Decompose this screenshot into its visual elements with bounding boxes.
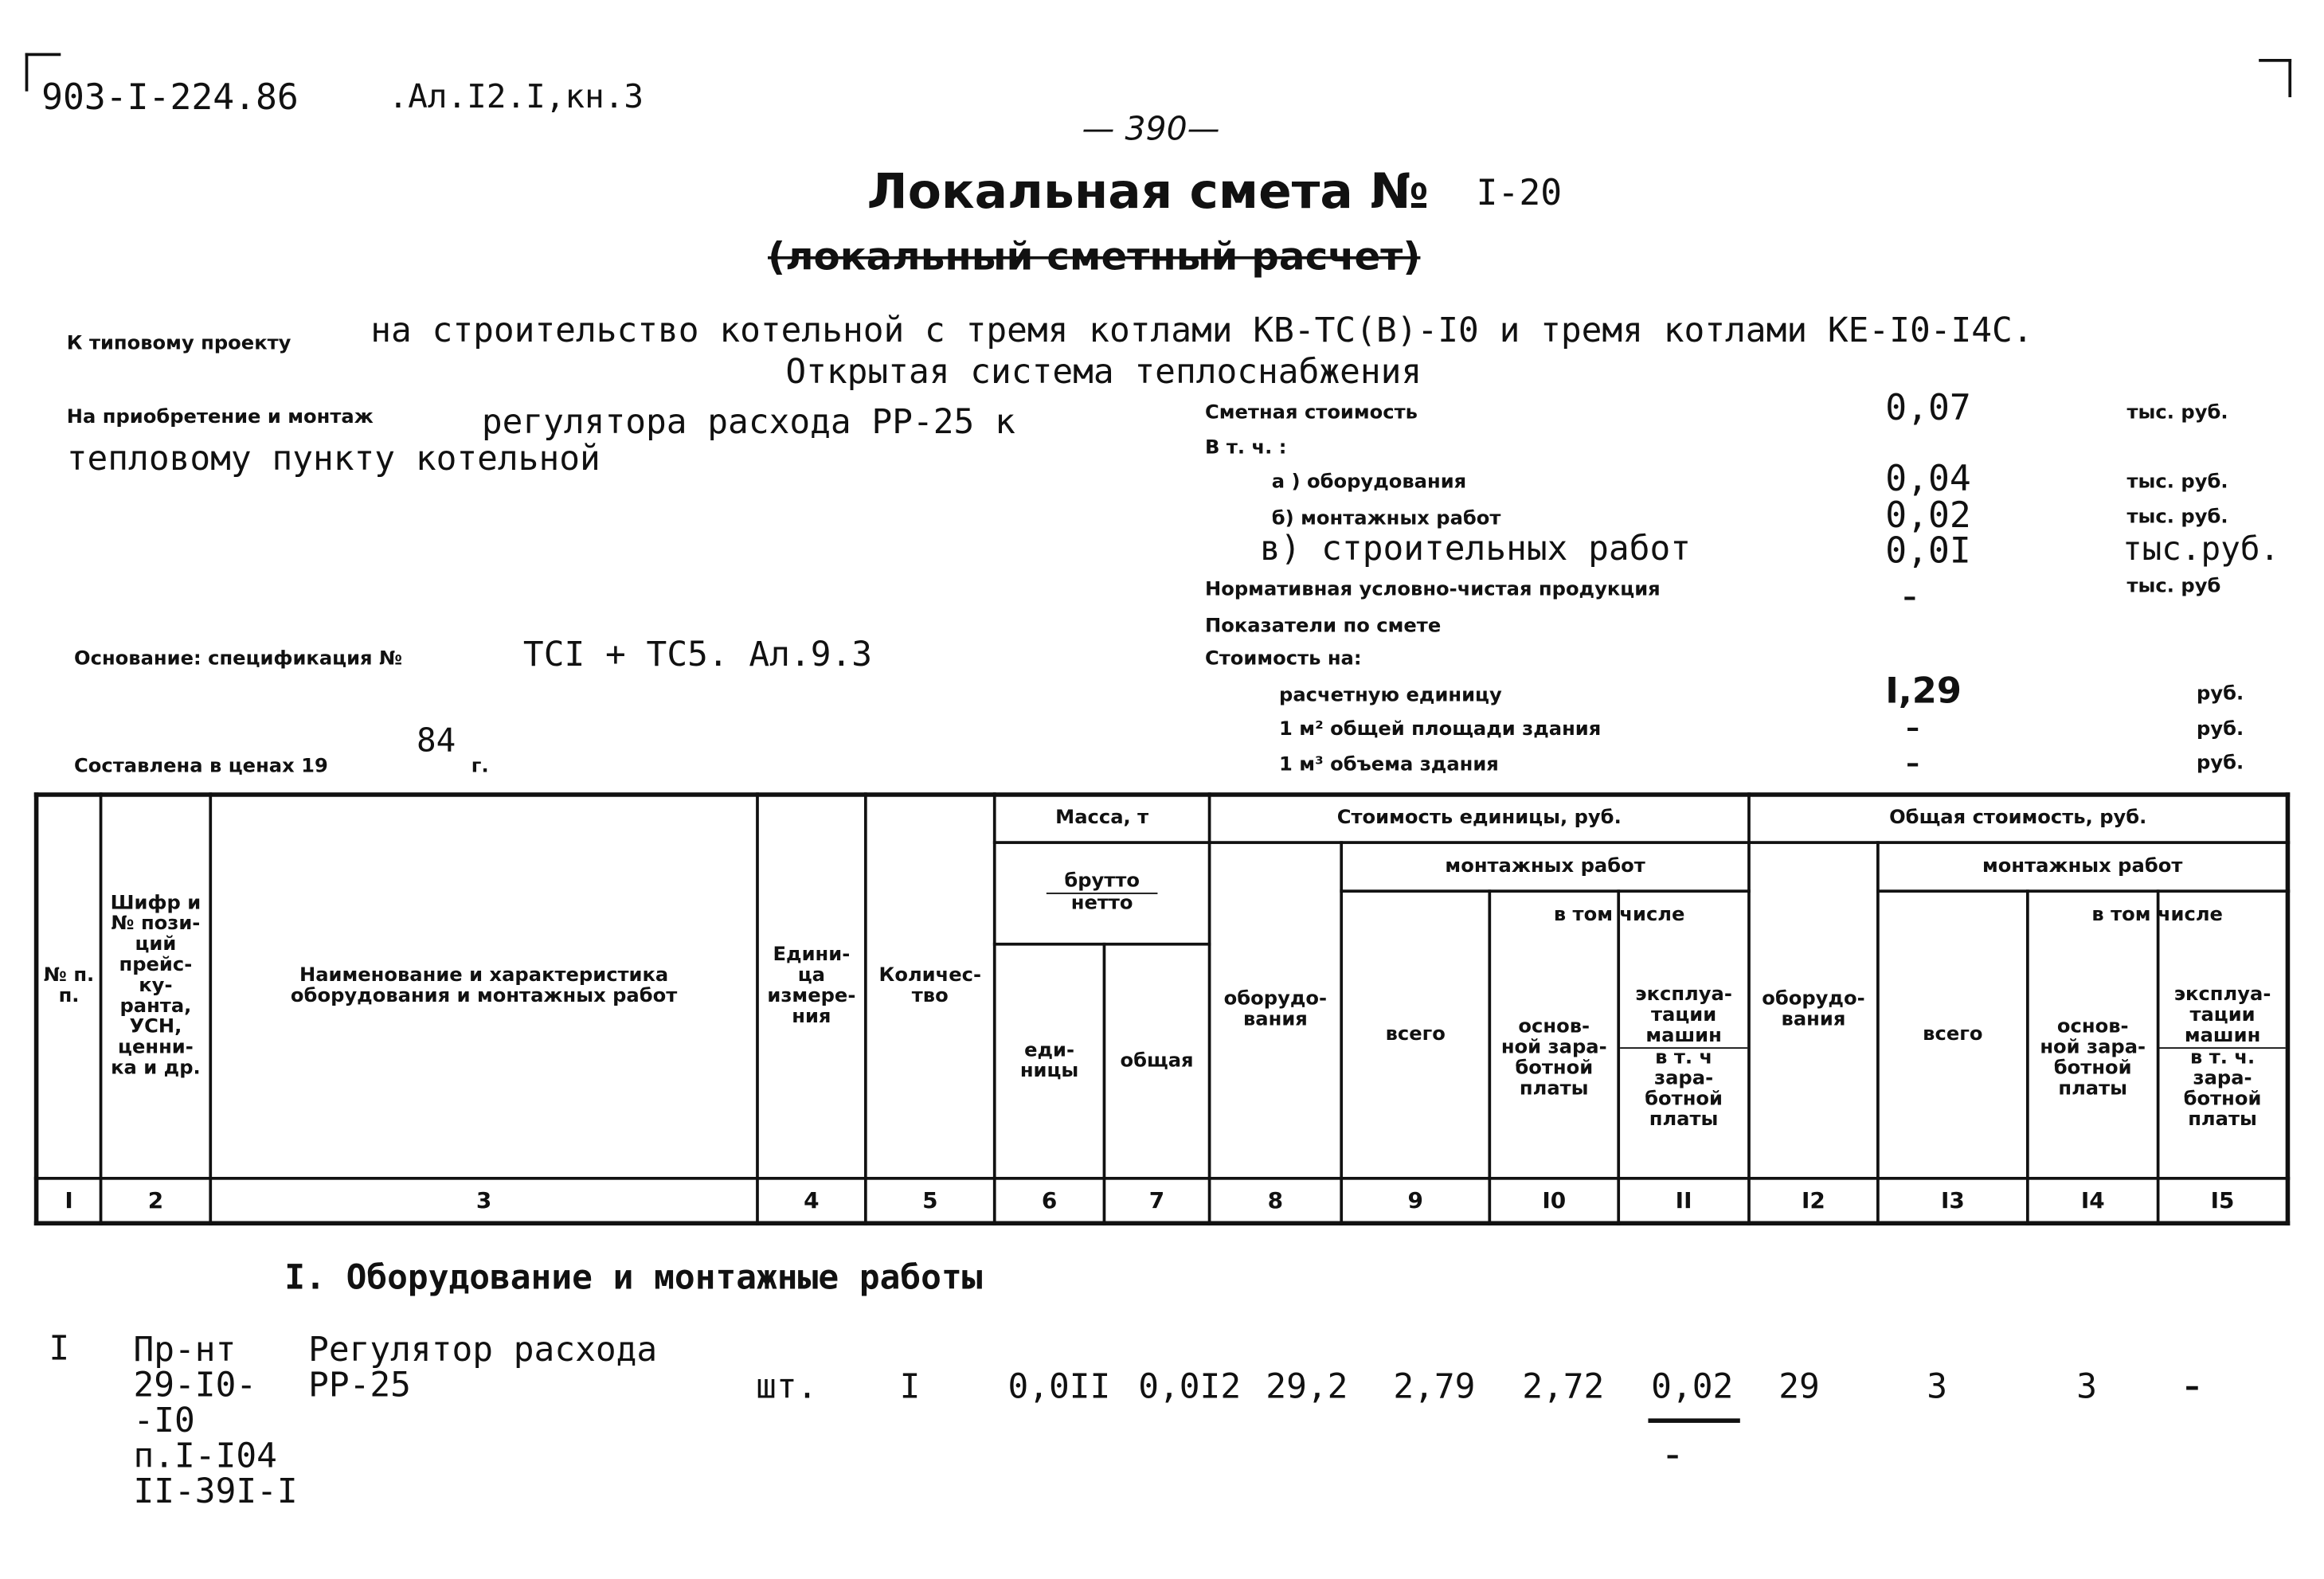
per-unit-label: расчетную единицу <box>1279 685 1502 707</box>
col-number: 6 <box>1041 1186 1058 1214</box>
col-number: 8 <box>1267 1186 1284 1214</box>
incl-label: В т. ч. : <box>1204 437 1287 460</box>
col-header-unit: Едини-ца измере-ния <box>767 944 856 1029</box>
norm-production-value: – <box>1903 581 1917 613</box>
compiled-label: Составлена в ценах 19 <box>74 755 328 778</box>
estimate-table-header <box>34 792 2290 1225</box>
col-header-total-cost: Общая стоимость, руб. <box>1889 807 2147 830</box>
col-header-qty: Количес-тво <box>878 964 982 1008</box>
machines-label: эксплуа-тации машин <box>2159 986 2285 1049</box>
col-header-machines-total <box>2159 940 2285 1177</box>
section-title: I. Оборудование и монтажные работы <box>284 1259 983 1298</box>
corner-mark-top-right <box>2259 59 2291 97</box>
col-header-machines-unit <box>1620 940 1747 1177</box>
row-equip-unit: 29,2 <box>1266 1368 1348 1407</box>
row-name <box>308 1333 657 1404</box>
row-name-line: Регулятор расхода <box>308 1331 658 1370</box>
page-number: — 390— <box>1082 111 1220 149</box>
montage-cost-unit: тыс. руб. <box>2126 506 2228 530</box>
per-m2-value: – <box>1906 713 1919 745</box>
row-name-line: РР-25 <box>308 1366 411 1405</box>
col-number: 3 <box>475 1186 492 1214</box>
norm-production-unit: тыс. руб <box>2126 576 2221 599</box>
montage-cost-value: 0,02 <box>1885 494 1971 537</box>
equipment-cost-unit: тыс. руб. <box>2126 471 2228 494</box>
construction-cost-label: в) строительных работ <box>1259 530 1692 569</box>
row-mont-machines: 0,02 <box>1651 1368 1734 1407</box>
col-header-montage-total: монтажных работ <box>1982 854 2183 877</box>
col-number: I2 <box>1802 1186 1825 1214</box>
col-header-mass: Масса, т <box>1055 807 1149 830</box>
basis-value: ТСI + ТС5. Ал.9.3 <box>522 636 873 675</box>
indicators-label: Показатели по смете <box>1204 616 1442 638</box>
basis-label: Основание: спецификация № <box>74 647 403 670</box>
project-text: на строительство котельной с тремя котлами КВ-ТС(В)-I0 и тремя котлами КЕ-I0-I4С. <box>370 312 2033 351</box>
row-mont-machines-divider <box>1648 1418 1739 1423</box>
row-mont-base: 2,72 <box>1522 1368 1605 1407</box>
norm-production-label: Нормативная условно-чистая продукция <box>1204 578 1661 601</box>
col-header-mont-all-unit: всего <box>1385 1022 1446 1046</box>
col-number: I0 <box>1542 1186 1567 1214</box>
row-num: I <box>49 1330 70 1369</box>
equipment-cost-value: 0,04 <box>1885 458 1971 500</box>
col-number: 7 <box>1148 1186 1165 1214</box>
col-number: 9 <box>1407 1186 1423 1214</box>
cost-on-label: Стоимость на: <box>1204 647 1362 670</box>
per-m2-unit: руб. <box>2197 718 2244 741</box>
total-cost-unit: тыс. руб. <box>2126 401 2228 424</box>
col-header-incl-total: в том числе <box>2091 904 2223 927</box>
brutto-label: брутто <box>1047 872 1157 894</box>
estimate-number: I-20 <box>1476 172 1563 214</box>
col-header-name: Наименование и характеристика оборудования и монтажных работ <box>290 964 678 1008</box>
col-header-brutto-netto <box>996 844 1208 943</box>
netto-label: нетто <box>1070 892 1133 915</box>
col-number: 2 <box>147 1186 164 1214</box>
col-header-num: № п. п. <box>43 964 95 1008</box>
doc-code: 903-I-224.86 <box>41 76 299 118</box>
machines-sub-label: в т. ч зара-ботной платы <box>1645 1047 1723 1131</box>
col-number: I <box>65 1186 73 1214</box>
row-code-line: 29-I0- <box>133 1366 257 1405</box>
purpose-line-2: тепловому пункту котельной <box>66 440 601 479</box>
compiled-suffix: г. <box>471 755 489 778</box>
compiled-year: 84 <box>416 723 456 760</box>
col-number: 4 <box>804 1186 820 1214</box>
project-label: К типовому проекту <box>66 333 291 355</box>
per-m2-label: 1 м² общей площади здания <box>1279 718 1602 741</box>
row-mont-machines-sub: – <box>1665 1440 1680 1472</box>
row-equip-total: 29 <box>1778 1368 1820 1407</box>
per-m3-unit: руб. <box>2197 752 2244 775</box>
row-mass-unit: 0,0II <box>1007 1368 1111 1407</box>
col-header-mont-all-total: всего <box>1923 1022 1983 1046</box>
machines-label: эксплуа-тации машин <box>1620 986 1747 1049</box>
row-total-base: 3 <box>2076 1368 2098 1407</box>
row-code-line: II-39I-I <box>133 1472 298 1511</box>
col-number: I5 <box>2210 1186 2235 1214</box>
album-ref: .Ал.I2.I,кн.3 <box>388 79 644 117</box>
row-mass-total: 0,0I2 <box>1138 1368 1242 1407</box>
row-code-line: -I0 <box>133 1402 195 1441</box>
construction-cost-unit: тыс.руб. <box>2122 531 2280 569</box>
row-mont-all: 2,79 <box>1393 1368 1476 1407</box>
purpose-label: На приобретение и монтаж <box>66 406 374 429</box>
col-header-base-salary-total: основ-ной зара-ботной платы <box>2040 1015 2146 1100</box>
montage-cost-label: б) монтажных работ <box>1271 508 1501 530</box>
row-total-all: 3 <box>1927 1368 1948 1407</box>
row-unit: шт. <box>756 1368 818 1407</box>
page-title: Локальная смета № <box>867 162 1430 220</box>
row-total-machines: – <box>2185 1368 2200 1404</box>
per-m3-label: 1 м³ объема здания <box>1279 754 1499 776</box>
project-text-2: Открытая система теплоснабжения <box>785 353 1422 393</box>
page-subtitle: (локальный сметный расчет) <box>767 235 1421 280</box>
construction-cost-value: 0,0I <box>1885 530 1971 572</box>
row-code <box>133 1333 297 1510</box>
machines-sub-label: в т. ч. зара-ботной платы <box>2183 1047 2262 1131</box>
row-qty: I <box>899 1368 921 1407</box>
per-m3-value: – <box>1906 748 1919 780</box>
col-header-code: Шифр и № пози-ций прейс-ку-ранта, УСН, ценни-ка и др. <box>110 892 201 1080</box>
col-header-mass-total: общая <box>1120 1049 1194 1072</box>
col-header-base-salary-unit: основ-ной зара-ботной платы <box>1500 1015 1607 1100</box>
equipment-cost-label: а ) оборудования <box>1271 471 1467 494</box>
total-cost-label: Сметная стоимость <box>1204 401 1418 424</box>
col-number: I4 <box>2080 1186 2105 1214</box>
col-header-mass-unit: еди-ницы <box>1019 1039 1079 1082</box>
col-header-incl-unit: в том числе <box>1553 904 1685 927</box>
per-unit-value: I,29 <box>1885 670 1962 712</box>
purpose-line-1: регулятора расхода РР-25 к <box>481 403 1015 442</box>
total-cost-value: 0,07 <box>1885 387 1971 429</box>
col-number: I3 <box>1940 1186 1965 1214</box>
col-header-montage-unit: монтажных работ <box>1445 854 1645 877</box>
col-header-unit-cost: Стоимость единицы, руб. <box>1336 807 1622 830</box>
col-header-equip-total: оборудо-вания <box>1762 988 1865 1031</box>
row-code-line: Пр-нт <box>133 1331 237 1370</box>
row-code-line: п.I-I04 <box>133 1437 277 1476</box>
col-number: 5 <box>922 1186 938 1214</box>
col-header-equip-unit: оборудо-вания <box>1223 988 1328 1031</box>
col-number: II <box>1675 1186 1692 1214</box>
per-unit-unit: руб. <box>2197 683 2244 706</box>
